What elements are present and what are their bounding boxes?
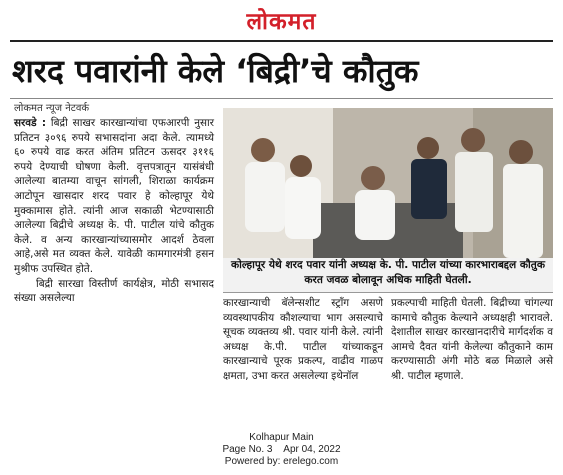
paragraph-1-text: बिद्री साखर कारखान्यांचा एफआरपी नुसार प्रतिटन ३०९६ रुपये सभासदांना अदा केले. त्यामध्ये ६० रुपये वाढ करत अंतिम प्रतिटन ऊसदर ३११६ रुपये देण्याची घोषणा केली. वृत्तपत्रातून यासंबंधी आलेल्या बातम्या वाचून सांगली, शिराळा कार्यक्रम आटोपून खासदार शरद पवार हे कोल्हापूर येथे मुक्कामास होते. त्यांनी आज सकाळी भेटण्यासाठी आलेल्या बिद्रीचे अध्यक्ष के. पी. पाटील यांचे कौतुक केले. व अन्य कारखान्यांच्यासमोर आदर्श ठेवला आहे,असे मत व्यक्त केले. यावेळी कामगारमंत्री हसन मुश्रीफ उपस्थित होते.	[14, 117, 214, 275]
photo-illustration	[223, 108, 553, 258]
byline: लोकमत न्यूज नेटवर्क	[14, 103, 90, 114]
article-paragraph-1	[14, 116, 214, 277]
article-column-1	[14, 116, 214, 306]
photo-caption: कोल्हापूर येथे शरद पवार यांनी अध्यक्ष के. पी. पाटील यांच्या कारभाराबद्दल कौतुक करत जवळ बोलावून अधिक माहिती घेतली.	[223, 258, 553, 293]
masthead-logo: लोकमत	[246, 8, 317, 35]
page-footer	[0, 432, 563, 468]
news-photo	[223, 108, 553, 258]
masthead-rule	[10, 40, 553, 42]
headline-rule	[10, 98, 553, 99]
footer-page: Page No. 3	[222, 444, 273, 455]
article-paragraph-2: बिद्री सारखा विस्तीर्ण कार्यक्षेत्र, मोठी सभासद संख्या असलेल्या	[14, 277, 214, 305]
article-column-3: प्रकल्पाची माहिती घेतली. बिद्रीच्या चांगल्या कामाचे कौतुक केल्याने अध्यक्षही भारावले. देशातील साखर कारखानदारीचे मार्गदर्शक व आमचे दैवत यांनी केलेल्या कौतुकाने काम करण्यासाठी अंगी मोठे बळ मिळाले असे श्री. पाटील म्हणाले.	[391, 297, 553, 382]
dateline: सरवडे :	[14, 117, 46, 129]
article-column-2: कारखान्याची बॅलेन्सशीट स्ट्राँग असणे व्यवस्थापकीय कौशल्याचा भाग असल्याचे सूचक व्यक्तव्य श्री. पवार यांनी केले. त्यांनी अध्यक्ष के.पी. पाटील यांच्याकडून कारखान्याचे पूरक प्रकल्प, वाढीव गाळप क्षमता, उभा करत असलेल्या इथेनॉल	[223, 297, 383, 382]
footer-date: Apr 04, 2022	[283, 444, 341, 455]
footer-page-date	[0, 444, 563, 456]
footer-powered: Powered by: erelego.com	[224, 456, 339, 467]
headline: शरद पवारांनी केले ‘बिद्री’चे कौतुक	[12, 52, 419, 90]
footer-edition: Kolhapur Main	[249, 432, 314, 443]
